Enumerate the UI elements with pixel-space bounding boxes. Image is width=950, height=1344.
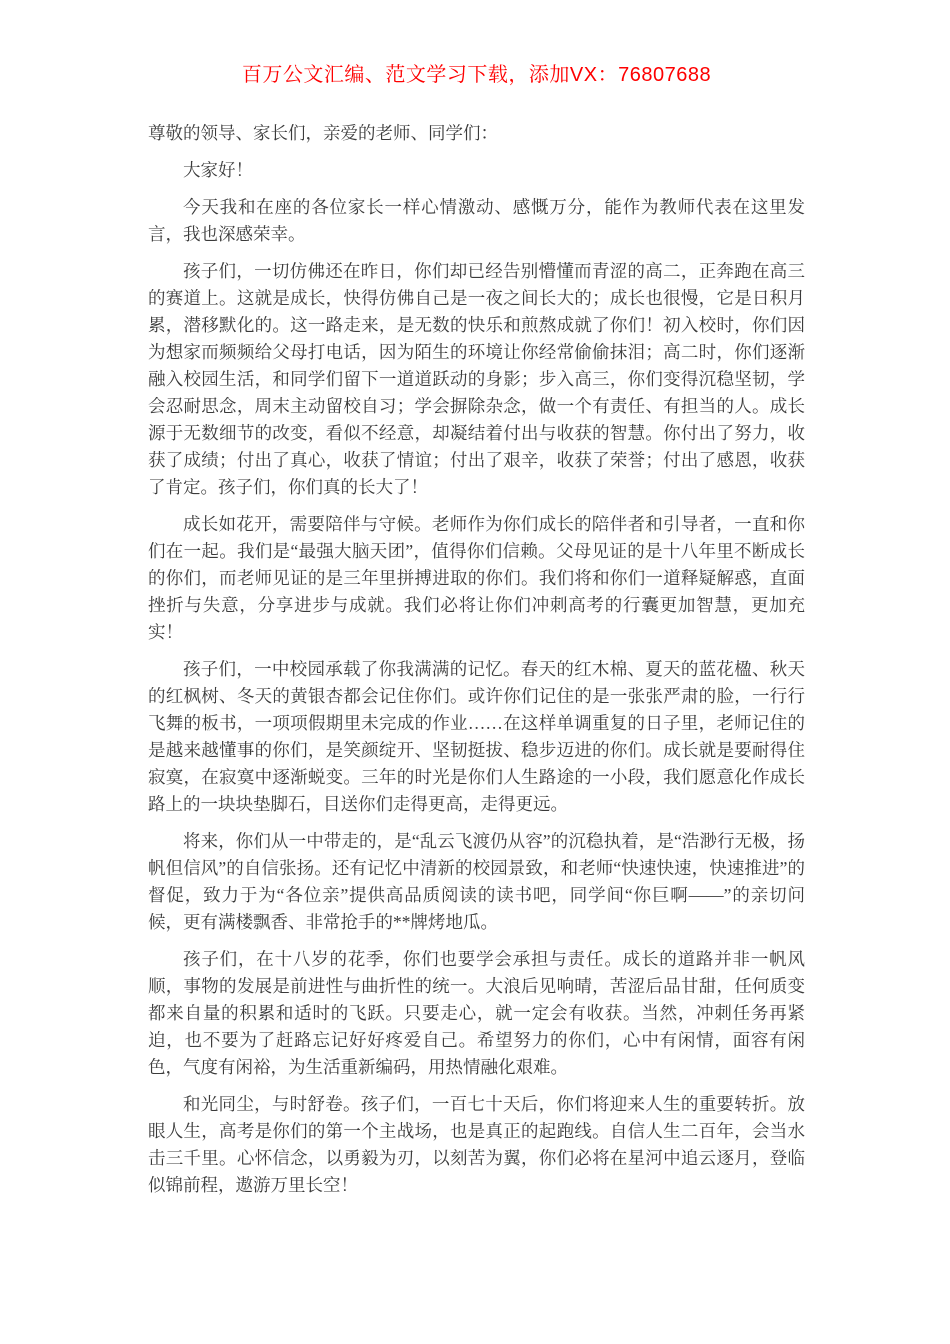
- paragraph-closing: 和光同尘，与时舒卷。孩子们，一百七十天后，你们将迎来人生的重要转折。放眼人生，高考是你们的第一个主战场，也是真正的起跑线。自信人生二百年，会当水击三千里。心怀信念，以勇毅为刃，以刻苦为翼，你们必将在星河中追云逐月，登临似锦前程，遨游万里长空！: [148, 1094, 805, 1195]
- speech-document: [148, 120, 805, 1199]
- paragraph-growth: 孩子们，一切仿佛还在昨日，你们却已经告别懵懂而青涩的高二，正奔跑在高三的赛道上。这就是成长，快得仿佛自己是一夜之间长大的；成长也很慢，它是日积月累，潜移默化的。这一路走来，是无数的快乐和煎熬成就了你们！初入校时，你们因为想家而频频给父母打电话，因为陌生的环境让你经常偷偷抹泪；高二时，你们逐渐融入校园生活，和同学们留下一道道跃动的身影；步入高三，你们变得沉稳坚韧，学会忍耐思念，周末主动留校自习；学会摒除杂念，做一个有责任、有担当的人。成长源于无数细节的改变，看似不经意，却凝结着付出与收获的智慧。你付出了努力，收获了成绩；付出了真心，收获了情谊；付出了艰辛，收获了荣誉；付出了感恩，收获了肯定。孩子们，你们真的长大了！: [148, 261, 805, 497]
- paragraph-responsibility: 孩子们，在十八岁的花季，你们也要学会承担与责任。成长的道路并非一帆风顺，事物的发展是前进性与曲折性的统一。大浪后见响晴，苦涩后品甘甜，任何质变都来自量的积累和适时的飞跃。只要走心，就一定会有收获。当然，冲刺任务再紧迫，也不要为了赶路忘记好好疼爱自己。希望努力的你们，心中有闲情，面容有闲色，气度有闲裕，为生活重新编码，用热情融化艰难。: [148, 949, 805, 1077]
- paragraph-takeaway: 将来，你们从一中带走的，是“乱云飞渡仍从容”的沉稳执着，是“浩渺行无极，扬帆但信风”的自信张扬。还有记忆中清新的校园景致，和老师“快速快速，快速推进”的督促，致力于为“各位亲”提供高品质阅读的读书吧，同学间“你巨啊——”的亲切问候，更有满楼飘香、非常抢手的**牌烤地瓜。: [148, 831, 805, 932]
- salutation-line: 尊敬的领导、家长们，亲爱的老师、同学们：: [148, 123, 498, 143]
- paragraph-greeting: 大家好！: [183, 160, 253, 180]
- paragraph-campus-memory: 孩子们，一中校园承载了你我满满的记忆。春天的红木棉、夏天的蓝花楹、秋天的红枫树、冬天的黄银杏都会记住你们。或许你们记住的是一张张严肃的脸，一行行飞舞的板书，一项项假期里未完成的作业……在这样单调重复的日子里，老师记住的是越来越懂事的你们，是笑颜绽开、坚韧挺拔、稳步迈进的你们。成长就是要耐得住寂寞，在寂寞中逐渐蜕变。三年的时光是你们人生路途的一小段，我们愿意化作成长路上的一块块垫脚石，目送你们走得更高，走得更远。: [148, 659, 805, 814]
- paragraph-teachers: 成长如花开，需要陪伴与守候。老师作为你们成长的陪伴者和引导者，一直和你们在一起。我们是“最强大脑天团”，值得你们信赖。父母见证的是十八年里不断成长的你们，而老师见证的是三年里拼搏进取的你们。我们将和你们一道释疑解惑，直面挫折与失意，分享进步与成就。我们必将让你们冲刺高考的行囊更加智慧，更加充实！: [148, 514, 805, 642]
- paragraph-intro: 今天我和在座的各位家长一样心情激动、感慨万分，能作为教师代表在这里发言，我也深感荣幸。: [148, 197, 805, 244]
- promo-banner-text: 百万公文汇编、范文学习下载，添加VX：76807688: [241, 64, 712, 86]
